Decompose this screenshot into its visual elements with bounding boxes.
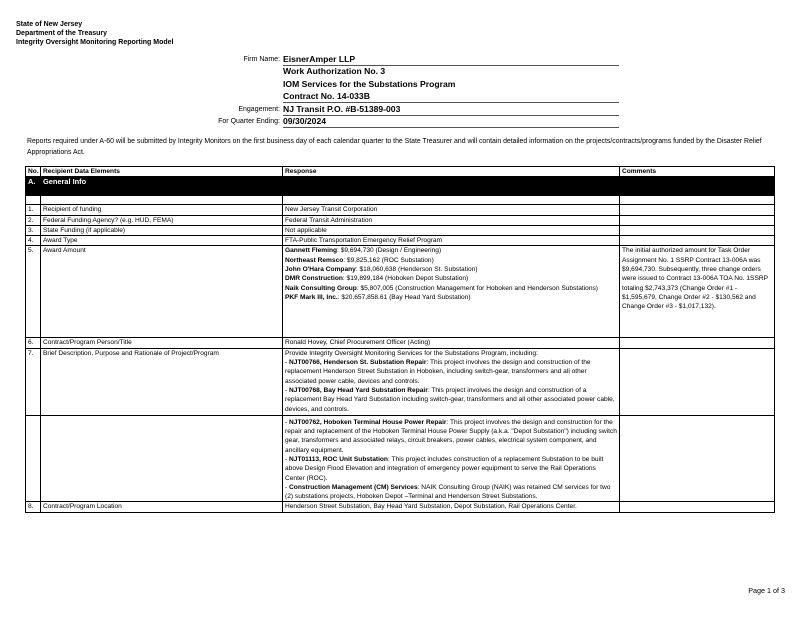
- row-element: Contract/Program Location: [41, 502, 283, 512]
- engagement-label: Engagement:: [238, 105, 280, 113]
- table-row-award-amount: [26, 246, 775, 338]
- table-header-row: [26, 167, 775, 177]
- engagement-value: NJ Transit P.O. #B-51389-003: [283, 103, 619, 116]
- award-item: PKF Mark III, Inc.: $20,657,858.61 (Bay Head Yard Substation): [285, 293, 471, 301]
- project-item: - NJT00762, Hoboken Terminal House Power Repair: This project involves the design and construction for the repair and replacement of the Hoboken Terminal House Power Supply (a.k.a. "Depot Substation") including switch gear, transformers and associated relays, circuit breakers, power cables, electrical system component, and ancillary equipment.: [285, 418, 617, 454]
- row-comment: [620, 502, 775, 512]
- row-no: 7.: [26, 348, 41, 415]
- section-general-info: [26, 177, 775, 196]
- row-response: New Jersey Transit Corporation: [283, 205, 620, 215]
- header-state: State of New Jersey: [16, 21, 83, 28]
- row-no: 5.: [26, 246, 41, 338]
- table-row-description-cont: [26, 415, 775, 502]
- table-row-description: [26, 348, 775, 415]
- award-item: Northeast Remsco: $9,825,162 (ROC Substation): [285, 256, 434, 264]
- row-response: Ronald Hovey, Chief Procurement Officer (Acting): [283, 338, 620, 348]
- row-comment: [620, 348, 775, 415]
- award-item: Naik Consulting Group: $5,807,005 (Construction Management for Hoboken and Henderson Substations): [285, 284, 598, 292]
- row-no: 3.: [26, 225, 41, 235]
- row-no: 1.: [26, 205, 41, 215]
- row-comment: [620, 205, 775, 215]
- col-response: Response: [283, 167, 620, 177]
- award-list: [283, 246, 620, 338]
- project-item: - NJT00768, Bay Head Yard Substation Repair: This project involves the design and construction of a replacement Bay Head Yard Substation including switch-gear, transformers and all other associated power cable, devices, and controls.: [285, 386, 615, 413]
- row-element: Contract/Program Person/Title: [41, 338, 283, 348]
- award-comment: The initial authorized amount for Task Order Assignment No. 1 SSRP Contract 13-006A was $9,694,730. Subsequently, three change orders were issued to Contract 13-006A TOA No. 1SSRP totaling $2,743,373 (Change Order #1 - $1,595,679, Change Order #2 - $130,562 and Change Order #3 - $1,017,132).: [620, 246, 775, 338]
- intro-text: Reports required under A-60 will be submitted by Integrity Monitors on the first business day of each calendar quarter to the State Treasurer and will contain detailed information on the projects/contracts/programs funded by the Disaster Relief Appropriations Act.: [27, 138, 762, 156]
- program-name: IOM Services for the Substations Program: [283, 78, 456, 89]
- col-comments: Comments: [620, 167, 775, 177]
- table-row: [26, 205, 775, 215]
- row-response: Federal Transit Administration: [283, 215, 620, 225]
- row-element: Brief Description, Purpose and Rationale of Project/Program: [41, 348, 283, 415]
- contract-number: Contract No. 14-033B: [283, 90, 619, 103]
- project-item: - Construction Management (CM) Services: NAIK Consulting Group (NAIK) was retained CM services for two (2) substations projects, Hoboken Depot –Terminal and Henderson Street Substations.: [285, 483, 611, 501]
- award-item: Gannett Fleming: $9,694,730 (Design / Engineering): [285, 247, 442, 255]
- row-element: Award Amount: [41, 246, 283, 338]
- spacer-row: [26, 196, 775, 205]
- work-authorization: Work Authorization No. 3: [283, 66, 386, 77]
- row-no: 8.: [26, 502, 41, 512]
- table-row: [26, 338, 775, 348]
- row-comment: [620, 338, 775, 348]
- award-item: DMR Construction: $19,899,184 (Hoboken Depot Substation): [285, 275, 469, 283]
- row-no: 2.: [26, 215, 41, 225]
- row-response: Henderson Street Substation, Bay Head Yard Substation, Depot Substation, Rail Operations Center.: [283, 502, 620, 512]
- row-element: Award Type: [41, 236, 283, 246]
- firm-value: EisnerAmper LLP: [283, 53, 619, 66]
- row-element: Federal Funding Agency? (e.g. HUD, FEMA): [41, 215, 283, 225]
- engagement-meta: [0, 53, 800, 127]
- row-comment: [620, 225, 775, 235]
- col-element: Recipient Data Elements: [41, 167, 283, 177]
- firm-label: Firm Name:: [243, 56, 280, 63]
- description-part-1: [283, 348, 620, 415]
- description-intro: Provide Integrity Oversight Monitoring Services for the Substations Program, including:: [285, 349, 538, 357]
- col-no: No.: [26, 167, 41, 177]
- section-label: General Info: [41, 177, 775, 196]
- row-element: State Funding (if applicable): [41, 225, 283, 235]
- table-row: [26, 225, 775, 235]
- award-item: John O'Hara Company: $18,060,638 (Henderson St. Substation): [285, 266, 478, 274]
- report-header: [16, 20, 174, 47]
- description-part-2: [283, 415, 620, 502]
- section-no: A.: [26, 177, 41, 196]
- quarter-label: For Quarter Ending:: [218, 117, 280, 125]
- project-item: - NJT00766, Henderson St. Substation Repair: This project involves the design and construction of the replacement Henderson Street Substation in Hoboken, including switch-gear, transformers and all other associated power cable, devices and controls.: [285, 359, 591, 385]
- row-element: Recipient of funding: [41, 205, 283, 215]
- header-department: Department of the Treasury: [16, 30, 108, 37]
- table-row: [26, 215, 775, 225]
- project-item: - NJT01113, ROC Unit Substation: This project includes construction of a replacement Substation to be built above Design Flood Elevation and integration of emergency power equipment to serve the Rail Operations Center (ROC).: [285, 455, 604, 482]
- recipient-data-table: [25, 166, 775, 513]
- row-response: FTA-Public Transportation Emergency Relief Program: [283, 236, 620, 246]
- table-row: [26, 236, 775, 246]
- row-response: Not applicable: [283, 225, 620, 235]
- row-comment: [620, 236, 775, 246]
- header-model: Integrity Oversight Monitoring Reporting Model: [16, 39, 174, 46]
- quarter-value: 09/30/2024: [283, 115, 619, 128]
- row-no: 4.: [26, 236, 41, 246]
- row-no: 6.: [26, 338, 41, 348]
- table-row: [26, 502, 775, 512]
- row-comment: [620, 215, 775, 225]
- page-number: Page 1 of 3: [748, 586, 785, 595]
